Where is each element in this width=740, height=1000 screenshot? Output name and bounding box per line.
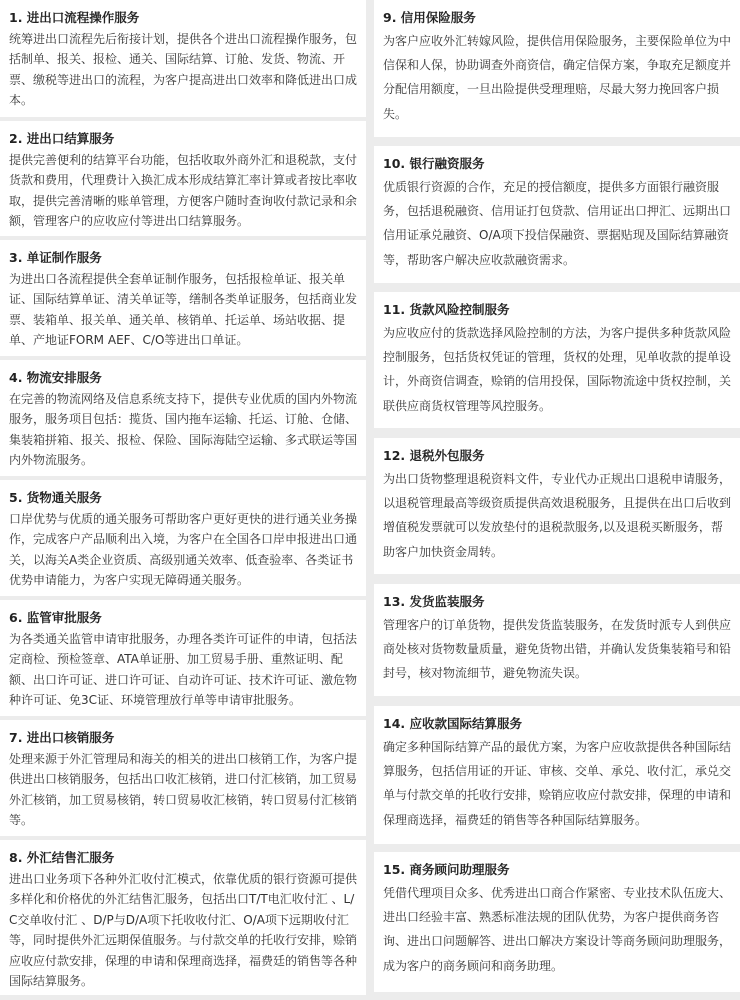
service-title: 7. 进出口核销服务 (9, 730, 115, 745)
service-description: 为客户应收外汇转嫁风险，提供信用保险服务，主要保险单位为中信保和人保，协助调查外商资信，确定信保方案，争取充足额度并分配信用额度，一旦出险提供受理理赔，尽最大努力挽回客户损失。 (383, 34, 732, 121)
service-description: 进出口业务项下各种外汇收付汇模式，依靠优质的银行资源可提供多样化和价格优的外汇结售汇服务，包括出口T/T电汇收付汇 、L/C交单收付汇 、D/P与D/A项下托收收付汇、O/A项下远期收付汇等，同时提供外汇远期保值服务。与付款交单的托收行安排，赊销应收应付款安排，保理的申请和保理商选择，福费廷的销售等各种国际结算服务。 (9, 872, 358, 989)
service-card (0, 600, 366, 716)
service-title: 1. 进出口流程操作服务 (9, 10, 140, 25)
service-card (0, 480, 366, 596)
service-card (374, 438, 740, 574)
service-title: 9. 信用保险服务 (383, 10, 476, 25)
service-card (374, 584, 740, 696)
service-card (0, 121, 366, 236)
service-title: 6. 监管审批服务 (9, 610, 102, 625)
service-description: 处理来源于外汇管理局和海关的相关的进出口核销工作，为客户提供进出口核销服务，包括出口收汇核销，进口付汇核销，加工贸易外汇核销，加工贸易核销，转口贸易收汇核销，转口贸易付汇核销等。 (9, 752, 358, 828)
service-description: 为各类通关监管申请审批服务，办理各类许可证件的申请，包括法定商检、预检签章、ATA单证册、加工贸易手册、重熬证明、配额、出口许可证、进口许可证、自动许可证、技术许可证、激危物种许可证、免3C证、环境管理放行单等申请审批服务。 (9, 632, 358, 708)
service-title: 15. 商务顾问助理服务 (383, 862, 510, 877)
service-description: 口岸优势与优质的通关服务可帮助客户更好更快的进行通关业务操作，完成客户产品顺利出入境，为客户在全国各口岸申报进出口通关，以海关A类企业资质、高级别通关效率、低查验率、各类证书优势申请能力，为客户实现无障碍通关服务。 (9, 512, 358, 588)
service-card (374, 0, 740, 137)
service-description: 确定多种国际结算产品的最优方案，为客户应收款提供各种国际结算服务，包括信用证的开证、审核、交单、承兑、收付汇，承兑交单与付款交单的托收行安排，赊销应收应付款安排，保理的申请和保理商选择，福费廷的销售等各种国际结算服务。 (383, 740, 732, 827)
service-card (374, 292, 740, 428)
service-description: 为出口货物整理退税资料文件，专业代办正规出口退税申请服务，以退税管理最高等级资质提供高效退税服务，且提供在出口后收到增值税发票就可以发放垫付的退税款服务,以及退税买断服务，帮助客户加快资金周转。 (383, 472, 732, 559)
service-title: 3. 单证制作服务 (9, 250, 102, 265)
service-card (374, 852, 740, 992)
service-description: 为应收应付的货款选择风险控制的方法，为客户提供多种货款风险控制服务，包括货权凭证的管理，货权的处理，见单收款的提单设计，外商资信调查，赊销的信用投保，国际物流途中货权控制，关联供应商货权管理等风控服务。 (383, 326, 732, 413)
service-card (374, 706, 740, 844)
service-title: 11. 货款风险控制服务 (383, 302, 510, 317)
service-description: 凭借代理项目众多、优秀进出口商合作紧密、专业技术队伍庞大、进出口经验丰富、熟悉标准法规的团队优势，为客户提供商务咨询、进出口问题解答、进出口解决方案设计等商务顾问助理服务，成为客户的商务顾问和商务助理。 (383, 886, 732, 973)
service-title: 4. 物流安排服务 (9, 370, 102, 385)
service-title: 12. 退税外包服务 (383, 448, 485, 463)
service-title: 5. 货物通关服务 (9, 490, 102, 505)
service-title: 13. 发货监装服务 (383, 594, 485, 609)
service-title: 14. 应收款国际结算服务 (383, 716, 522, 731)
service-card (0, 360, 366, 476)
service-description: 管理客户的订单货物，提供发货监装服务，在发货时派专人到供应商处核对货物数量质量，避免货物出错，并确认发货集装箱号和铅封号，核对物流细节，避免物流失误。 (383, 618, 732, 681)
service-card (0, 840, 366, 995)
service-description: 为进出口各流程提供全套单证制作服务，包括报检单证、报关单证、国际结算单证、清关单证等，缮制各类单证服务，包括商业发票、装箱单、报关单、通关单、核销单、托运单、场站收据、提单、产地证FORM AEF、C/O等进出口单证。 (9, 272, 358, 348)
service-card (0, 720, 366, 836)
service-card (0, 0, 366, 117)
service-description: 提供完善便利的结算平台功能，包括收取外商外汇和退税款，支付货款和费用，代理费计入换汇成本形成结算汇率计算或者按比率收取，提供完善清晰的账单管理，方便客户随时查询收付款记录和余额，管理客户的应收应付等进出口结算服务。 (9, 153, 358, 229)
service-title: 2. 进出口结算服务 (9, 131, 115, 146)
service-title: 8. 外汇结售汇服务 (9, 850, 115, 865)
service-description: 统筹进出口流程先后衔接计划，提供各个进出口流程操作服务，包括制单、报关、报检、通关、国际结算、订舱、发货、物流、开票、缴税等进出口的流程，为客户提高进出口效率和降低进出口成本。 (9, 32, 358, 108)
service-card (374, 146, 740, 283)
service-description: 优质银行资源的合作，充足的授信额度，提供多方面银行融资服务，包括退税融资、信用证打包贷款、信用证出口押汇、远期出口信用证承兑融资、O/A项下投信保融资、票据贴现及国际结算融资等，帮助客户解决应收款融资需求。 (383, 180, 732, 267)
service-card (0, 240, 366, 356)
service-title: 10. 银行融资服务 (383, 156, 485, 171)
service-description: 在完善的物流网络及信息系统支持下，提供专业优质的国内外物流服务，服务项目包括：揽货、国内拖车运输、托运、订舱、仓储、集装箱拼箱、报关、报检、保险、国际海陆空运输、多式联运等国内外物流服务。 (9, 392, 358, 468)
